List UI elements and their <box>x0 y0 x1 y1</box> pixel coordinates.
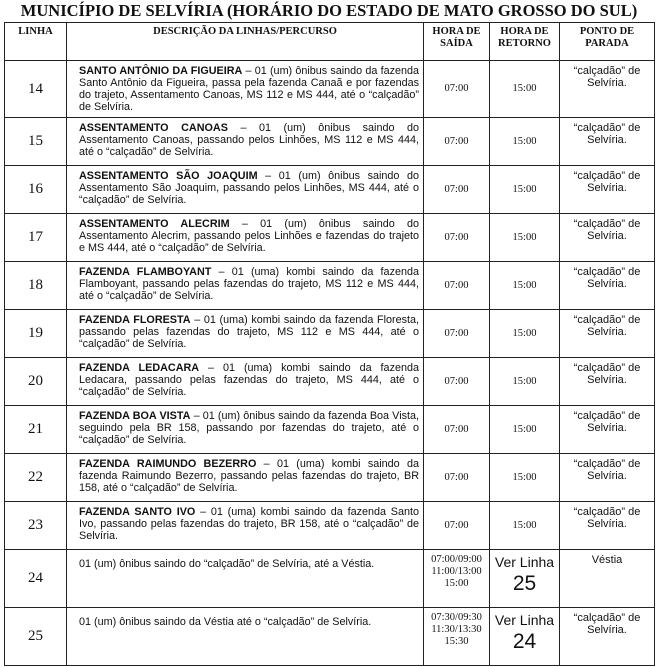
line-number: 14 <box>5 61 67 118</box>
stop-point: “calçadão” de Selvíria. <box>560 166 655 214</box>
route-description <box>67 118 424 166</box>
departure-time: 07:00 <box>424 406 490 454</box>
departure-time: 07:00 <box>424 262 490 310</box>
route-text: – 01 (um) ônibus saindo do Assentamento São Joaquim, passando pelos Linhões, MS 444, até o “calçadão” de Selvíria. <box>79 170 419 206</box>
route-text: – 01 (uma) kombi saindo da fazenda Santo Ivo, passando pelas fazendas do trajeto, BR 158, até o “calçadão” de Selvíria. <box>79 506 419 542</box>
route-text: – 01 (um) ônibus saindo da fazenda Santo Antônio da Figueira, passa pela fazenda Canaã e por fazendas do trajeto, Assentamento Canoas, MS 112 e MS 444, até o “calçadão” de Selvíria. <box>79 65 420 113</box>
departure-time: 07:00 <box>424 358 490 406</box>
table-row <box>5 358 655 406</box>
route-text: – 01 (um) ônibus saindo da fazenda Boa Vista, seguindo pela BR 158, passando por fazendas do trajeto, até o “calçadão” de Selvíria. <box>79 410 419 446</box>
line-number: 16 <box>5 166 67 214</box>
header-parada: PONTO DE PARADA <box>560 23 655 61</box>
route-title: FAZENDA RAIMUNDO BEZERRO <box>79 458 257 470</box>
route-text: – 01 (uma) kombi saindo da fazenda Ledacara, passando pelas fazendas do trajeto, MS 444, até o “calçadão” de Selvíria. <box>79 362 419 398</box>
route-title: FAZENDA BOA VISTA <box>79 410 191 422</box>
stop-point: “calçadão” de Selvíria. <box>560 262 655 310</box>
line-number: 25 <box>5 608 67 666</box>
departure-time: 07:00 <box>424 166 490 214</box>
line-number: 15 <box>5 118 67 166</box>
table-row <box>5 502 655 550</box>
route-description: 01 (um) ônibus saindo do “calçadão” de Selvíria, até a Véstia. <box>67 550 424 608</box>
return-time: 15:00 <box>490 262 560 310</box>
stop-point: “calçadão” de Selvíria. <box>560 608 655 666</box>
route-description <box>67 61 424 118</box>
route-title: ASSENTAMENTO ALECRIM <box>79 218 230 230</box>
departure-time: 07:00/09:00 11:00/13:00 15:00 <box>424 550 490 608</box>
table-row <box>5 262 655 310</box>
schedule-table <box>4 22 655 666</box>
line-number: 23 <box>5 502 67 550</box>
stop-point: Véstia <box>560 550 655 608</box>
line-number: 18 <box>5 262 67 310</box>
return-time: 15:00 <box>490 118 560 166</box>
line-number: 24 <box>5 550 67 608</box>
route-description <box>67 166 424 214</box>
departure-time: 07:00 <box>424 61 490 118</box>
route-title: FAZENDA FLORESTA <box>79 314 191 326</box>
return-time: 15:00 <box>490 358 560 406</box>
table-row <box>5 550 655 608</box>
route-description <box>67 358 424 406</box>
line-number: 19 <box>5 310 67 358</box>
departure-time: 07:30/09:30 11:30/13:30 15:30 <box>424 608 490 666</box>
line-number: 22 <box>5 454 67 502</box>
stop-point: “calçadão” de Selvíria. <box>560 214 655 262</box>
stop-point: “calçadão” de Selvíria. <box>560 310 655 358</box>
stop-point: “calçadão” de Selvíria. <box>560 454 655 502</box>
table-row <box>5 118 655 166</box>
return-time: 15:00 <box>490 214 560 262</box>
route-text: – 01 (uma) kombi saindo da fazenda Flamboyant, passando pelas fazendas do trajeto, MS 112 e MS 444, até o “calçadão” de Selvíria. <box>79 266 419 302</box>
stop-point: “calçadão” de Selvíria. <box>560 502 655 550</box>
stop-point: “calçadão” de Selvíria. <box>560 358 655 406</box>
route-description <box>67 406 424 454</box>
route-text: – 01 (uma) kombi saindo da fazenda Floresta, passando pelas fazendas do trajeto, MS 112 e MS 444, até o “calçadão” de Selvíria. <box>79 314 419 350</box>
line-number: 20 <box>5 358 67 406</box>
return-time: 15:00 <box>490 61 560 118</box>
table-row <box>5 166 655 214</box>
return-time: Ver Linha 24 <box>490 608 560 666</box>
route-title: FAZENDA SANTO IVO <box>79 506 196 518</box>
route-description <box>67 454 424 502</box>
header-descricao: DESCRIÇÃO DA LINHAS/PERCURSO <box>67 23 424 61</box>
departure-time: 07:00 <box>424 214 490 262</box>
table-row <box>5 454 655 502</box>
route-description <box>67 262 424 310</box>
header-retorno: HORA DE RETORNO <box>490 23 560 61</box>
route-title: SANTO ANTÔNIO DA FIGUEIRA <box>79 65 243 77</box>
route-description <box>67 214 424 262</box>
stop-point: “calçadão” de Selvíria. <box>560 61 655 118</box>
table-row <box>5 214 655 262</box>
return-time: 15:00 <box>490 406 560 454</box>
route-title: ASSENTAMENTO CANOAS <box>79 122 228 134</box>
stop-point: “calçadão” de Selvíria. <box>560 406 655 454</box>
route-description: 01 (um) ônibus saindo da Véstia até o “calçadão” de Selvíria. <box>67 608 424 666</box>
header-row <box>5 23 655 61</box>
departure-time: 07:00 <box>424 502 490 550</box>
route-text: – 01 (uma) kombi saindo da fazenda Raimundo Bezerro, passando pelas fazendas do trajeto, BR 158, até o “calçadão” de Selvíria. <box>79 458 419 494</box>
return-time: 15:00 <box>490 310 560 358</box>
table-row <box>5 608 655 666</box>
route-description <box>67 310 424 358</box>
route-title: ASSENTAMENTO SÃO JOAQUIM <box>79 170 258 182</box>
departure-time: 07:00 <box>424 310 490 358</box>
route-text: – 01 (um) ônibus saindo do Assentamento Alecrim, passando pelos Linhões e fazendas do trajeto e MS 444, até o “calçadão” de Selvíria. <box>79 218 419 254</box>
return-time: 15:00 <box>490 502 560 550</box>
departure-time: 07:00 <box>424 118 490 166</box>
return-time: 15:00 <box>490 166 560 214</box>
route-title: FAZENDA LEDACARA <box>79 362 200 374</box>
route-title: FAZENDA FLAMBOYANT <box>79 266 212 278</box>
table-row <box>5 406 655 454</box>
line-number: 21 <box>5 406 67 454</box>
return-time: 15:00 <box>490 454 560 502</box>
departure-time: 07:00 <box>424 454 490 502</box>
line-number: 17 <box>5 214 67 262</box>
table-row <box>5 61 655 118</box>
page-title: MUNICÍPIO DE SELVÍRIA (HORÁRIO DO ESTADO DE MATO GROSSO DO SUL) <box>20 1 638 20</box>
header-saida: HORA DE SAÍDA <box>424 23 490 61</box>
return-time: Ver Linha 25 <box>490 550 560 608</box>
stop-point: “calçadão” de Selvíria. <box>560 118 655 166</box>
route-text: – 01 (um) ônibus saindo do Assentamento Canoas, passando pelos Linhões, MS 112 e MS 444, até o “calçadão” de Selvíria. <box>79 122 420 158</box>
route-description <box>67 502 424 550</box>
table-row <box>5 310 655 358</box>
header-linha: LINHA <box>5 23 67 61</box>
